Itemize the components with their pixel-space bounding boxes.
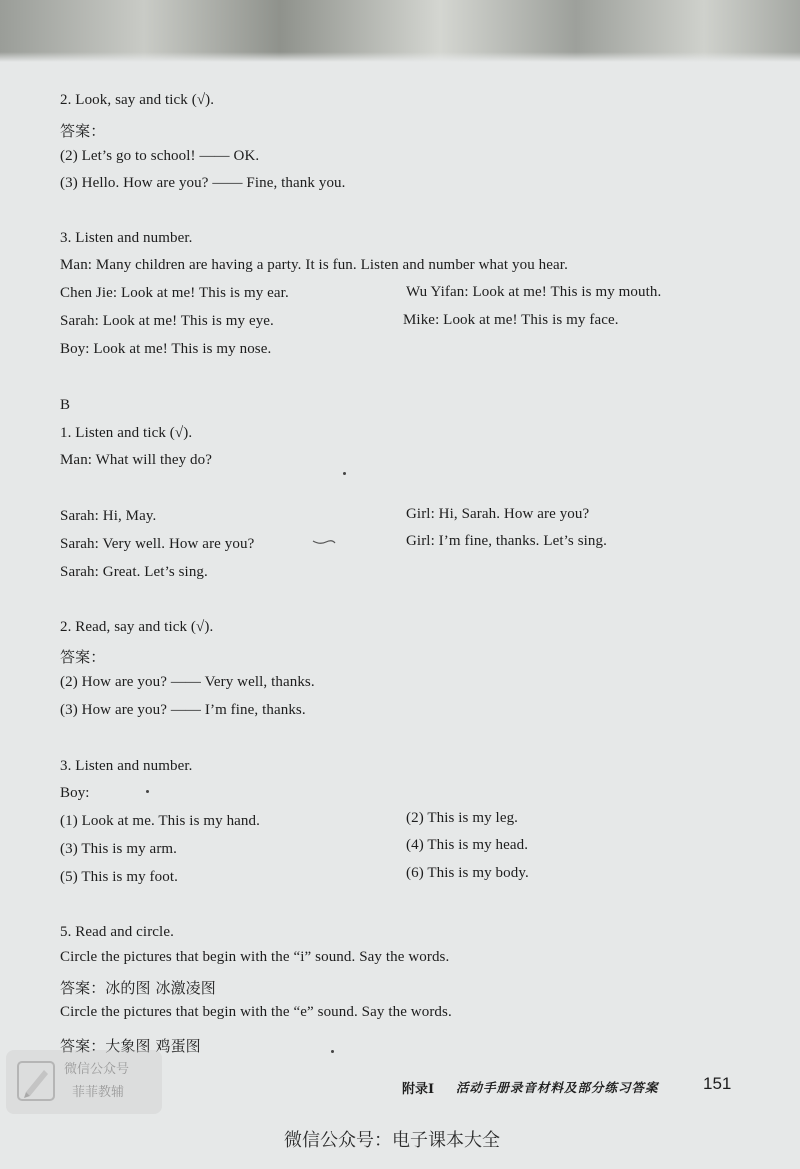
part-title: B <box>60 397 71 413</box>
script-line: Sarah: Look at me! This is my eye. <box>60 313 274 329</box>
instruction-line: Circle the pictures that begin with the “e” sound. Say the words. <box>60 1004 452 1020</box>
script-line: Sarah: Great. Let’s sing. <box>60 564 208 580</box>
print-speck <box>146 790 149 793</box>
print-speck <box>331 1050 334 1053</box>
script-intro: Man: Many children are having a party. It is fun. Listen and number what you hear. <box>60 257 568 273</box>
answer-line: 答案：大象图 鸡蛋图 <box>60 1037 201 1055</box>
script-line: (6) This is my body. <box>406 865 529 881</box>
bottom-note: 微信公众号：电子课本大全 <box>284 1130 500 1151</box>
section-heading: 3. Listen and number. <box>60 758 193 774</box>
section-heading: 5. Read and circle. <box>60 924 174 940</box>
section-heading: 1. Listen and tick (√). <box>60 425 193 441</box>
script-intro: Man: What will they do? <box>60 452 212 468</box>
section-heading: 3. Listen and number. <box>60 230 193 246</box>
watermark-line: 微信公众号 <box>64 1062 130 1077</box>
script-line: Boy: Look at me! This is my nose. <box>60 341 272 357</box>
answer-label: 答案： <box>60 122 106 140</box>
page-content <box>0 62 800 1169</box>
script-line: (4) This is my head. <box>406 837 529 853</box>
appendix-description: 活动手册录音材料及部分练习答案 <box>456 1080 659 1095</box>
script-line: Chen Jie: Look at me! This is my ear. <box>60 285 289 301</box>
answer-line: (3) Hello. How are you? —— Fine, thank you. <box>60 175 346 191</box>
instruction-line: Circle the pictures that begin with the “i” sound. Say the words. <box>60 949 450 965</box>
answer-line: (2) How are you? —— Very well, thanks. <box>60 674 315 690</box>
top-decorative-banner <box>0 0 800 62</box>
answer-line: (2) Let’s go to school! —— OK. <box>60 148 260 164</box>
script-line: Girl: Hi, Sarah. How are you? <box>406 506 590 522</box>
page-number: 151 <box>703 1074 732 1093</box>
watermark-badge <box>6 1050 162 1114</box>
watermark-line: 菲菲教辅 <box>72 1085 125 1100</box>
section-heading: 2. Read, say and tick (√). <box>60 619 214 635</box>
print-speck <box>343 472 346 475</box>
script-line: Sarah: Very well. How are you? <box>60 536 255 552</box>
script-line: (3) This is my arm. <box>60 841 178 857</box>
answer-line: 答案：冰的图 冰激凌图 <box>60 979 216 997</box>
script-line: Mike: Look at me! This is my face. <box>403 312 619 328</box>
script-line: Girl: I’m fine, thanks. Let’s sing. <box>406 533 607 549</box>
script-line: Sarah: Hi, May. <box>60 508 157 524</box>
script-line: (5) This is my foot. <box>60 869 178 885</box>
script-line: (1) Look at me. This is my hand. <box>60 813 260 829</box>
print-mark <box>312 538 336 546</box>
script-line: (2) This is my leg. <box>406 810 519 826</box>
answer-line: (3) How are you? —— I’m fine, thanks. <box>60 702 306 718</box>
script-intro: Boy: <box>60 785 90 801</box>
section-heading: 2. Look, say and tick (√). <box>60 92 215 108</box>
appendix-label: 附录I <box>402 1082 435 1097</box>
pencil-icon <box>14 1058 58 1104</box>
script-line: Wu Yifan: Look at me! This is my mouth. <box>406 284 662 300</box>
answer-label: 答案： <box>60 648 106 666</box>
